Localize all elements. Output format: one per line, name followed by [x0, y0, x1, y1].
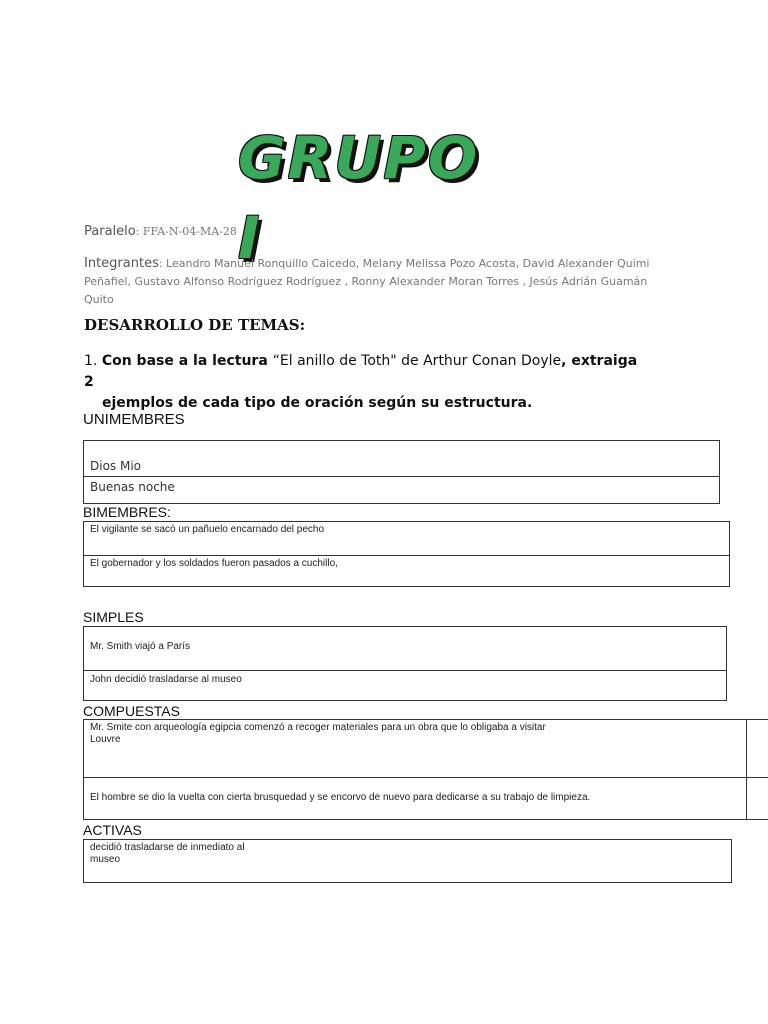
integrantes-block [84, 254, 684, 309]
table-row [84, 670, 726, 701]
simples-table [83, 626, 727, 701]
paralelo-value: : FFA-N-04-MA-28 [135, 225, 237, 238]
table-cell [90, 722, 546, 746]
cell-line: museo [90, 854, 121, 865]
cell-line: decidió trasladarse de inmediato al [90, 842, 245, 853]
table-cell: Mr. Smith viajó a París [90, 641, 191, 652]
table-cell: Dios Mio [90, 459, 142, 473]
integrantes-line3: Quito [84, 293, 114, 306]
bimembres-table [83, 521, 730, 587]
table-cell: El gobernador y los soldados fueron pasados a cuchillo, [90, 558, 338, 569]
table-row [84, 840, 731, 883]
question-1 [84, 351, 644, 414]
activas-heading: ACTIVAS [83, 822, 142, 838]
table-cell: Buenas noche [90, 480, 175, 494]
table-row [84, 522, 729, 555]
group-title: GRUPO I [238, 124, 480, 272]
cell-line: Louvre [90, 734, 121, 745]
table-row [84, 441, 719, 476]
compuestas-table [83, 719, 768, 820]
question-part3: , extraiga 2 [84, 353, 638, 390]
table-row [84, 720, 768, 777]
cell-line: Mr. Smite con arqueología egipcia comenzó a recoger materiales para un obra que lo obligaba a visitar [90, 722, 546, 733]
table-row [84, 627, 726, 670]
question-part1: Con base a la lectura [101, 353, 273, 369]
table-row [84, 555, 729, 587]
bimembres-heading: BIMEMBRES: [83, 504, 171, 520]
integrantes-line1: : Leandro Manuel Ronquillo Caicedo, Melany Melissa Pozo Acosta, David Alexander Quimi [158, 257, 650, 270]
table-row [84, 476, 719, 504]
question-number: 1. [84, 353, 102, 369]
integrantes-label: Integrantes [84, 256, 159, 271]
table-cell: El hombre se dio la vuelta con cierta brusquedad y se encorvo de nuevo para dedicarse a su trabajo de limpieza. [90, 792, 591, 803]
activas-table [83, 839, 732, 883]
table-row [84, 777, 768, 820]
unimembres-table [83, 440, 720, 504]
table-cell [90, 842, 245, 866]
desarrollo-heading: DESARROLLO DE TEMAS: [84, 316, 306, 334]
question-line2: ejemplos de cada tipo de oración según su estructura. [102, 395, 533, 411]
paralelo-label: Paralelo [84, 224, 136, 239]
question-part2: “El anillo de Toth" de Arthur Conan Doyle [272, 353, 562, 369]
integrantes-line2: Peñafiel, Gustavo Alfonso Rodríguez Rodríguez , Ronny Alexander Moran Torres , Jesús Adrián Guamán [84, 275, 648, 288]
table-cell: John decidió trasladarse al museo [90, 674, 242, 685]
simples-heading: SIMPLES [83, 609, 144, 625]
compuestas-heading: COMPUESTAS [83, 703, 180, 719]
paralelo-line [84, 224, 237, 239]
unimembres-heading: UNIMEMBRES [83, 411, 185, 428]
table-cell: El vigilante se sacó un pañuelo encarnado del pecho [90, 524, 325, 535]
